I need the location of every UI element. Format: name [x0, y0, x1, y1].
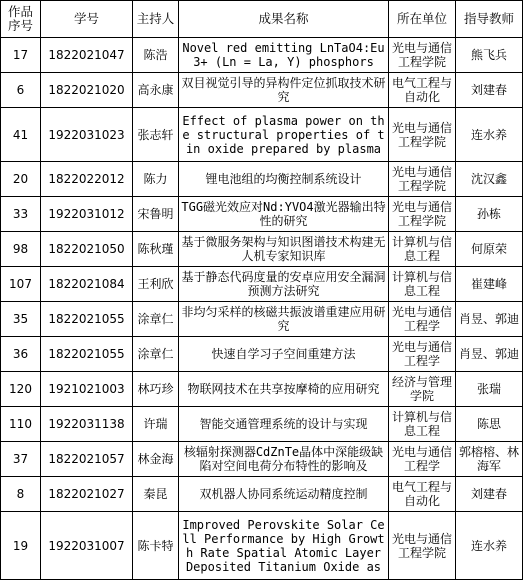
cell-unit: 光电与通信工程学院 [389, 512, 456, 580]
header-row [1, 1, 523, 38]
cell-unit: 光电与通信工程学院 [389, 162, 456, 197]
cell-title: 物联网技术在共享按摩椅的应用研究 [179, 372, 389, 407]
table-row [1, 73, 523, 108]
cell-host: 涂章仁 [133, 337, 179, 372]
cell-title: 非均匀采样的核磁共振波谱重建应用研究 [179, 302, 389, 337]
cell-title: 锂电池组的均衡控制系统设计 [179, 162, 389, 197]
cell-student-id: 1921021003 [41, 372, 133, 407]
cell-host: 王利欣 [133, 267, 179, 302]
cell-no: 33 [1, 197, 41, 232]
cell-unit: 光电与通信工程学 [389, 442, 456, 477]
cell-advisor: 沈汉鑫 [456, 162, 523, 197]
table-row [1, 302, 523, 337]
cell-host: 高永康 [133, 73, 179, 108]
cell-no: 19 [1, 512, 41, 580]
cell-no: 36 [1, 337, 41, 372]
cell-advisor: 连水养 [456, 512, 523, 580]
cell-student-id: 1822021027 [41, 477, 133, 512]
cell-no: 110 [1, 407, 41, 442]
cell-no: 20 [1, 162, 41, 197]
cell-no: 8 [1, 477, 41, 512]
cell-advisor: 熊飞兵 [456, 38, 523, 73]
cell-student-id: 1822021047 [41, 38, 133, 73]
cell-title: Improved Perovskite Solar Cell Performance by High Growth Rate Spatial Atomic Layer Deposited Titanium Oxide as [179, 512, 389, 580]
cell-host: 宋鲁明 [133, 197, 179, 232]
cell-student-id: 1922031012 [41, 197, 133, 232]
table-row [1, 162, 523, 197]
header-no: 作品序号 [1, 1, 41, 38]
table-row [1, 267, 523, 302]
cell-student-id: 1922031138 [41, 407, 133, 442]
header-advisor: 指导教师 [456, 1, 523, 38]
cell-advisor: 何原荣 [456, 232, 523, 267]
cell-title: 双机器人协同系统运动精度控制 [179, 477, 389, 512]
cell-unit: 光电与通信工程学院 [389, 197, 456, 232]
cell-advisor: 刘建春 [456, 477, 523, 512]
table-row [1, 407, 523, 442]
cell-title: 双目视觉引导的异构件定位抓取技术研究 [179, 73, 389, 108]
cell-unit: 光电与通信工程学院 [389, 38, 456, 73]
cell-advisor: 陈思 [456, 407, 523, 442]
cell-host: 林金海 [133, 442, 179, 477]
header-student-id: 学号 [41, 1, 133, 38]
cell-student-id: 1822021050 [41, 232, 133, 267]
header-host: 主持人 [133, 1, 179, 38]
cell-host: 张志轩 [133, 108, 179, 162]
cell-host: 林巧珍 [133, 372, 179, 407]
cell-advisor: 郭榕榕、林海军 [456, 442, 523, 477]
table-row [1, 38, 523, 73]
cell-no: 98 [1, 232, 41, 267]
cell-no: 120 [1, 372, 41, 407]
cell-no: 107 [1, 267, 41, 302]
header-unit: 所在单位 [389, 1, 456, 38]
cell-unit: 电气工程与自动化 [389, 73, 456, 108]
header-title: 成果名称 [179, 1, 389, 38]
cell-student-id: 1822021055 [41, 337, 133, 372]
cell-title: Effect of plasma power on the structural properties of tin oxide prepared by plasma [179, 108, 389, 162]
cell-student-id: 1922031007 [41, 512, 133, 580]
cell-title: 快速自学习子空间重建方法 [179, 337, 389, 372]
table-row [1, 337, 523, 372]
cell-student-id: 1822022012 [41, 162, 133, 197]
cell-no: 35 [1, 302, 41, 337]
cell-title: 基于微服务架构与知识图谱技术构建无人机专家知识库 [179, 232, 389, 267]
cell-title: 基于静态代码度量的安卓应用安全漏洞预测方法研究 [179, 267, 389, 302]
cell-advisor: 孙栋 [456, 197, 523, 232]
cell-student-id: 1822021020 [41, 73, 133, 108]
cell-host: 陈浩 [133, 38, 179, 73]
cell-student-id: 1822021057 [41, 442, 133, 477]
cell-advisor: 肖昱、郭迪 [456, 337, 523, 372]
cell-host: 陈卡特 [133, 512, 179, 580]
cell-no: 41 [1, 108, 41, 162]
table-row [1, 477, 523, 512]
cell-host: 秦昆 [133, 477, 179, 512]
cell-host: 涂章仁 [133, 302, 179, 337]
cell-no: 17 [1, 38, 41, 73]
cell-title: TGG磁光效应对Nd:YVO4激光器输出特性的研究 [179, 197, 389, 232]
cell-unit: 光电与通信工程学 [389, 337, 456, 372]
cell-unit: 经济与管理学院 [389, 372, 456, 407]
cell-no: 6 [1, 73, 41, 108]
cell-title: 智能交通管理系统的设计与实现 [179, 407, 389, 442]
table-row [1, 108, 523, 162]
cell-advisor: 刘建春 [456, 73, 523, 108]
table-row [1, 197, 523, 232]
cell-no: 37 [1, 442, 41, 477]
cell-title: 核辐射探测器CdZnTe晶体中深能级缺陷对空间电荷分布特性的影响及 [179, 442, 389, 477]
cell-host: 陈力 [133, 162, 179, 197]
cell-host: 陈秋瑾 [133, 232, 179, 267]
cell-advisor: 肖昱、郭迪 [456, 302, 523, 337]
cell-student-id: 1822021084 [41, 267, 133, 302]
cell-unit: 光电与通信工程学 [389, 302, 456, 337]
table-row [1, 372, 523, 407]
cell-student-id: 1922031023 [41, 108, 133, 162]
cell-unit: 计算机与信息工程 [389, 232, 456, 267]
cell-unit: 电气工程与自动化 [389, 477, 456, 512]
cell-advisor: 连水养 [456, 108, 523, 162]
cell-title: Novel red emitting LnTaO4:Eu3+ (Ln = La, Y) phosphors [179, 38, 389, 73]
table-row [1, 442, 523, 477]
cell-student-id: 1822021055 [41, 302, 133, 337]
cell-unit: 光电与通信工程学院 [389, 108, 456, 162]
cell-host: 许瑞 [133, 407, 179, 442]
table-row [1, 232, 523, 267]
cell-unit: 计算机与信息工程 [389, 407, 456, 442]
cell-unit: 计算机与信息工程 [389, 267, 456, 302]
cell-advisor: 张瑞 [456, 372, 523, 407]
cell-advisor: 崔建峰 [456, 267, 523, 302]
